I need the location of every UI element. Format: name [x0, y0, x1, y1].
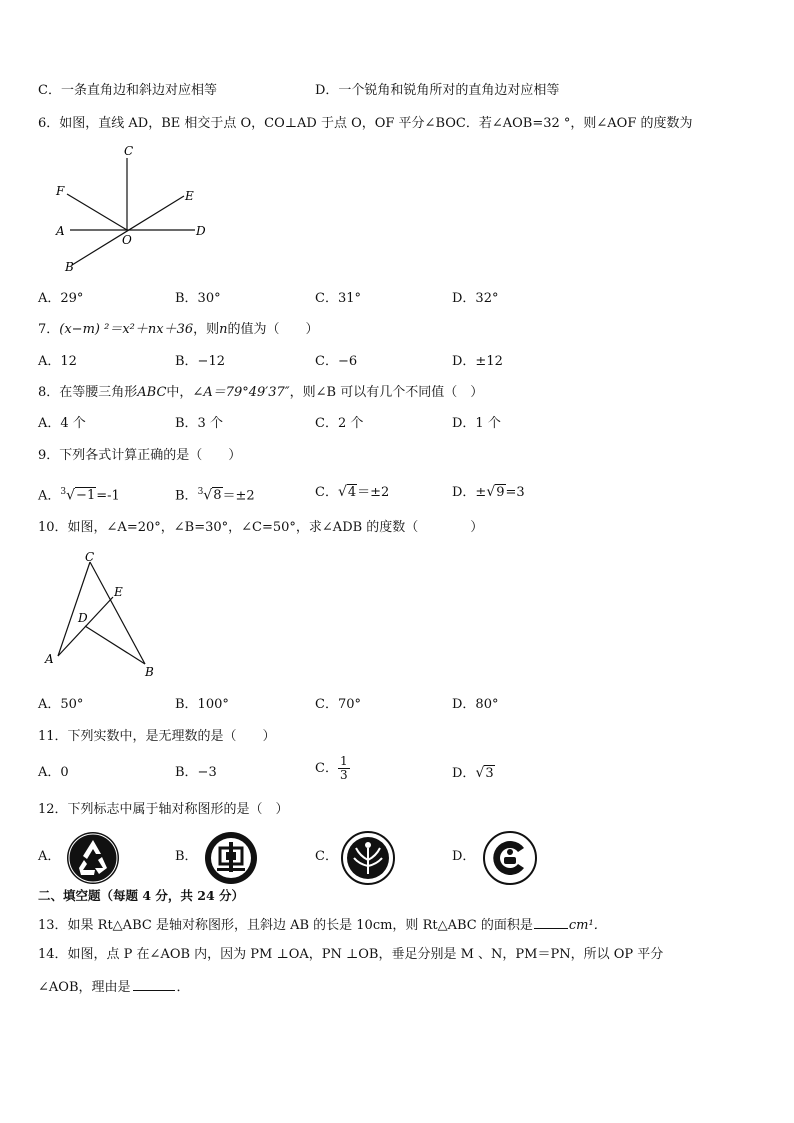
q6-option-c: C．31°	[315, 291, 361, 306]
q8-option-a: A．4 个	[38, 416, 86, 431]
q9-option-c: C．√4＝±2	[315, 484, 390, 500]
q6-option-d: D．32°	[452, 291, 499, 306]
q12-option-a: A．	[38, 849, 61, 864]
q8-option-d: D．1 个	[452, 416, 501, 431]
line-of	[67, 194, 127, 230]
q10-option-d: D．80°	[452, 697, 499, 712]
q11-option-d: D．√3	[452, 765, 494, 781]
q11-option-a: A．0	[38, 765, 69, 780]
label-c: C	[85, 550, 95, 564]
q6-option-b: B．30°	[175, 291, 221, 306]
recycle-logo-icon	[65, 830, 121, 886]
label-b: B	[145, 665, 154, 679]
label-a: A	[56, 224, 65, 238]
section-2-title: 二、填空题（每题 4 分，共 24 分）	[38, 888, 245, 903]
bank-logo-icon	[203, 830, 259, 886]
q12-option-d: D．	[452, 849, 476, 864]
q11-option-b: B．−3	[175, 765, 217, 780]
label-d: D	[196, 224, 206, 238]
q7-stem: 7．(x−m) ²＝x²＋nx＋36，则n的值为（ ）	[38, 322, 319, 337]
q10-figure	[40, 550, 170, 680]
q7-expression: (x−m) ²＝x²＋nx＋36	[59, 322, 194, 337]
q5-option-c: C．一条直角边和斜边对应相等	[38, 83, 217, 98]
q8-option-c: C．2 个	[315, 416, 364, 431]
label-o: O	[122, 233, 132, 247]
label-e: E	[185, 189, 194, 203]
q10-option-b: B．100°	[175, 697, 229, 712]
line-ca	[58, 562, 90, 656]
wheat-emblem-icon	[340, 830, 396, 886]
q5-option-d: D．一个锐角和锐角所对的直角边对应相等	[315, 83, 560, 98]
q9-option-b: B．$^3$√8＝±2	[175, 487, 255, 504]
q7-option-a: A．12	[38, 354, 77, 369]
q13-answer-blank[interactable]	[534, 916, 568, 929]
label-a: A	[45, 652, 54, 666]
q10-stem: 10．如图，∠A=20°，∠B=30°，∠C=50°，求∠ADB 的度数（ ）	[38, 520, 484, 535]
q14-line2: ∠AOB，理由是 ．	[38, 980, 190, 995]
q10-option-a: A．50°	[38, 697, 84, 712]
q11-stem: 11．下列实数中，是无理数的是（ ）	[38, 729, 276, 744]
q10-option-c: C．70°	[315, 697, 361, 712]
c-logo-icon	[482, 830, 538, 886]
label-e: E	[114, 585, 123, 599]
label-f: F	[56, 184, 65, 198]
q9-stem: 9．下列各式计算正确的是（ ）	[38, 448, 242, 463]
q9-option-d: D．±√9=3	[452, 484, 525, 500]
q13-stem: 13．如果 Rt△ABC 是轴对称图形，且斜边 AB 的长是 10cm，则 Rt△ABC 的面积是 cm¹．	[38, 918, 607, 933]
line-db	[85, 626, 145, 664]
q12-option-c: C．	[315, 849, 338, 864]
q7-option-d: D．±12	[452, 354, 503, 369]
label-d: D	[78, 611, 88, 625]
q14-answer-blank[interactable]	[133, 978, 175, 991]
q9-option-a: A．$^3$√−1=-1	[38, 487, 120, 504]
q7-option-c: C．−6	[315, 354, 358, 369]
q8-stem: 8．在等腰三角形ABC中，∠A＝79°49′37″，则∠B 可以有几个不同值（ ）	[38, 385, 484, 400]
q6-stem: 6．如图，直线 AD，BE 相交于点 O，CO⊥AD 于点 O，OF 平分∠BOC．若∠AOB=32 °，则∠AOF 的度数为	[38, 116, 693, 131]
label-c: C	[124, 144, 134, 158]
q6-option-a: A．29°	[38, 291, 84, 306]
q6-figure	[50, 140, 220, 280]
q12-stem: 12．下列标志中属于轴对称图形的是（ ）	[38, 802, 289, 817]
q12-option-b: B．	[175, 849, 198, 864]
q7-option-b: B．−12	[175, 354, 225, 369]
q8-option-b: B．3 个	[175, 416, 223, 431]
q11-option-c: C． $\frac{1}{3}$	[315, 754, 348, 782]
label-b: B	[65, 260, 74, 274]
q14-line1: 14．如图，点 P 在∠AOB 内，因为 PM ⊥OA，PN ⊥OB，垂足分别是 M 、N，PM＝PN，所以 OP 平分	[38, 947, 664, 962]
